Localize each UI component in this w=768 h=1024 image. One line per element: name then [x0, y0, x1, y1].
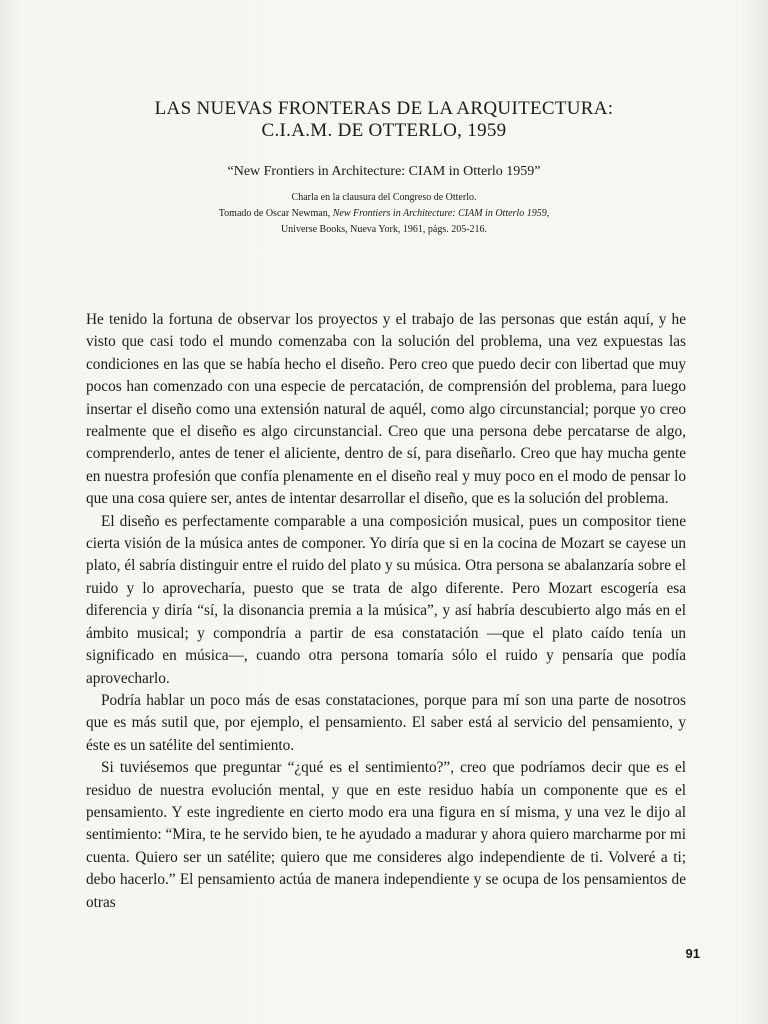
source-note-line-1: Charla en la clausura del Congreso de Otterlo.	[291, 192, 477, 203]
paragraph-2: El diseño es perfectamente comparable a una composición musical, pues un compositor tiene cierta visión de la música antes de componer. Yo diría que si en la cocina de Mozart se cayese un plato, él sabría distinguir entre el ruido del plato y su música. Otra persona se abalanzaría sobre el ruido y lo aprovecharía, puesto que se trata de algo diferente. Pero Mozart escogería esa diferencia y diría “sí, la disonancia premia a la música”, y así habría descubierto algo más en el ámbito musical; y compondría a partir de esa constatación —que el plato caído tenía un significado en música—, cuando otra persona tomaría sólo el ruido y pensaría que podía aprovecharlo.	[86, 512, 686, 687]
paragraph-4: Si tuviésemos que preguntar “¿qué es el sentimiento?”, creo que podríamos decir que es el residuo de nuestra evolución mental, y que en este residuo había un componente que es el pensamiento. Y este ingrediente en cierto modo era una figura en sí misma, y una vez le dijo al sentimiento: “Mira, te he servido bien, te he ayudado a madurar y ahora quiero marcharme por mi cuenta. Quiero ser un satélite; quiero que me consideres algo independiente de ti. Volveré a ti; debo hacerlo.” El pensamiento actúa de manera independiente y se ocupa de los pensamientos de otras	[86, 759, 686, 911]
page-number: 91	[685, 946, 700, 961]
paragraph-1: He tenido la fortuna de observar los proyectos y el trabajo de las personas que están aquí, y he visto que casi todo el mundo comenzaba con la solución del problema, una vez expuestas las condiciones en las que se había hecho el diseño. Pero creo que puedo decir con libertad que muy pocos han comenzado con una especie de percatación, de comprensión del problema, para luego insertar el diseño como una extensión natural de aquél, como algo circunstancial; porque yo creo realmente que el diseño es algo circunstancial. Creo que una persona debe percatarse de algo, comprenderlo, antes de tener el aliciente, dentro de sí, para diseñarlo. Creo que hay mucha gente en nuestra profesión que confía plenamente en el diseño real y muy poco en el modo de pensar lo que una cosa quiere ser, antes de intentar desarrollar el diseño, que es la solución del problema.	[86, 311, 686, 508]
source-note-line-3: Universe Books, Nueva York, 1961, págs. 205-216.	[280, 224, 488, 235]
source-author: Tomado de Oscar Newman,	[218, 208, 333, 219]
chapter-title-line-1: LAS NUEVAS FRONTERAS DE LA ARQUITECTURA:	[154, 98, 614, 119]
chapter-title	[0, 98, 768, 142]
body-text	[86, 309, 686, 914]
source-note	[0, 190, 768, 238]
source-note-line-2	[0, 206, 768, 222]
chapter-title-line-2: C.I.A.M. DE OTTERLO, 1959	[261, 120, 507, 141]
original-title: “New Frontiers in Architecture: CIAM in Otterlo 1959”	[227, 164, 541, 179]
source-book-title: New Frontiers in Architecture: CIAM in Otterlo 1959,	[332, 208, 550, 219]
paragraph-3: Podría hablar un poco más de esas constataciones, porque para mí son una parte de nosotros que es más sutil que, por ejemplo, el pensamiento. El saber está al servicio del pensamiento, y éste es un satélite del sentimiento.	[86, 691, 686, 754]
